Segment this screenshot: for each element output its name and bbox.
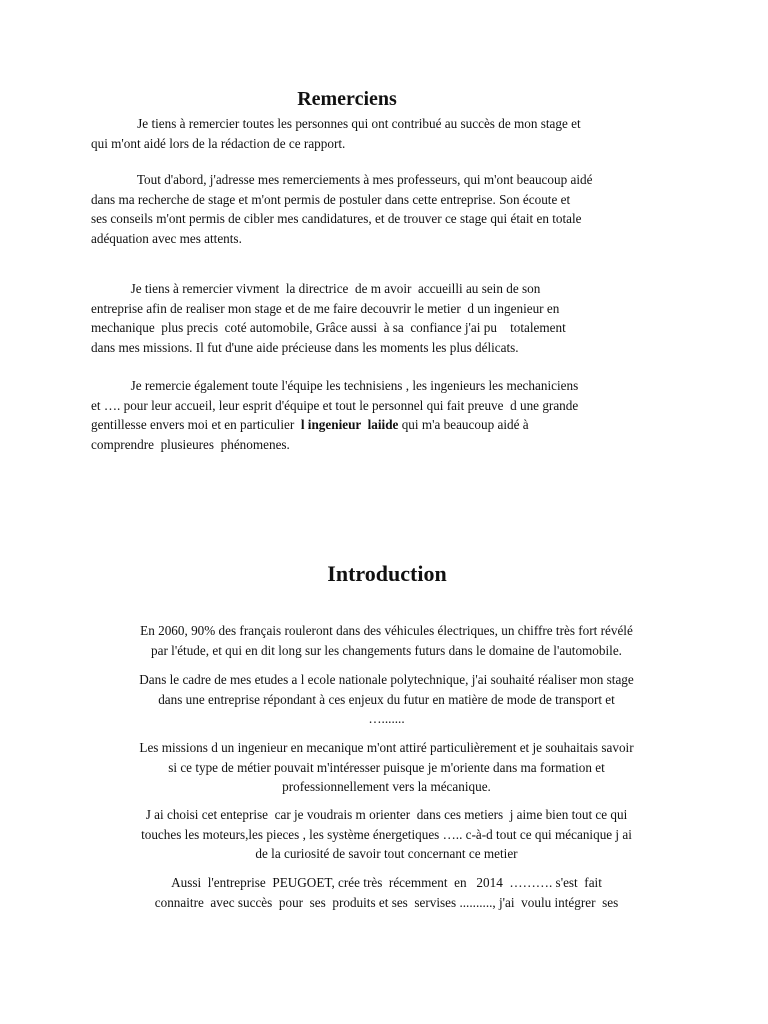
text-line: Les missions d un ingenieur en mecanique m'ont attiré particulièrement et je souhaitais savoir bbox=[139, 740, 634, 755]
text-line: entreprise afin de realiser mon stage et de me faire decouvrir le metier d un ingenieur en bbox=[91, 300, 560, 316]
text-line: mechanique plus precis coté automobile, Grâce aussi à sa confiance j'ai pu totalement bbox=[91, 320, 566, 336]
text-line: dans mes missions. Il fut d'une aide précieuse dans les moments les plus délicats. bbox=[91, 339, 519, 355]
text-line: connaitre avec succès pour ses produits et ses servises .........., j'ai voulu intégrer ses bbox=[154, 894, 619, 910]
introduction-paragraph-2 bbox=[60, 670, 713, 729]
text-line: si ce type de métier pouvait m'intéresser puisque je m'oriente dans ma formation et bbox=[168, 759, 605, 775]
text-fragment: gentillesse envers moi et en particulier bbox=[91, 417, 301, 433]
text-line: Je tiens à remercier vivment la directrice de m avoir accueilli au sein de son bbox=[91, 281, 541, 296]
text-fragment: qui m'a beaucoup aidé à bbox=[398, 417, 529, 433]
text-line: Dans le cadre de mes etudes a l ecole nationale polytechnique, j'ai souhaité réaliser mon stage bbox=[139, 672, 634, 687]
text-line: ses conseils m'ont permis de cibler mes candidatures, et de trouver ce stage qui était en totale bbox=[91, 211, 582, 227]
text-line: Tout d'abord, j'adresse mes remerciements à mes professeurs, qui m'ont beaucoup aidé bbox=[91, 172, 593, 187]
text-line: J ai choisi cet enteprise car je voudrais m orienter dans ces metiers j aime bien tout ce qui bbox=[145, 807, 628, 822]
introduction-paragraph-3 bbox=[60, 738, 713, 797]
highlighted-name: l ingenieur laiide bbox=[300, 417, 399, 433]
remerciements-paragraph-2 bbox=[91, 170, 681, 248]
remerciements-paragraph-1 bbox=[91, 114, 681, 153]
text-line: qui m'ont aidé lors de la rédaction de ce rapport. bbox=[91, 135, 346, 151]
remerciements-paragraph-4 bbox=[91, 376, 681, 454]
text-line: de la curiosité de savoir tout concernant ce metier bbox=[255, 846, 518, 862]
introduction-paragraph-1 bbox=[60, 621, 713, 660]
text-line: Je remercie également toute l'équipe les technisiens , les ingenieurs les mechaniciens bbox=[91, 378, 579, 393]
text-line: adéquation avec mes attents. bbox=[91, 230, 242, 246]
introduction-paragraph-5 bbox=[60, 873, 713, 912]
remerciements-title: Remerciens bbox=[297, 88, 397, 110]
text-line: touches les moteurs,les pieces , les système énergetiques ….. c-à-d tout ce qui mécanique j ai bbox=[141, 826, 632, 842]
remerciements-paragraph-3 bbox=[91, 279, 681, 357]
text-line: comprendre plusieures phénomenes. bbox=[91, 436, 290, 452]
text-line: …....... bbox=[368, 711, 405, 727]
introduction-title: Introduction bbox=[327, 561, 447, 586]
text-line: En 2060, 90% des français rouleront dans des véhicules électriques, un chiffre très fort révélé bbox=[140, 623, 633, 638]
text-line: dans ma recherche de stage et m'ont permis de postuler dans cette entreprise. Son écoute et bbox=[91, 191, 571, 207]
text-line: et …. pour leur accueil, leur esprit d'équipe et tout le personnel qui fait preuve d une grande bbox=[91, 397, 579, 413]
text-line: par l'étude, et qui en dit long sur les changements futurs dans le domaine de l'automobile. bbox=[151, 642, 622, 658]
text-line bbox=[91, 415, 681, 435]
text-line: dans une entreprise répondant à ces enjeux du futur en matière de mode de transport et bbox=[158, 691, 615, 707]
introduction-paragraph-4 bbox=[60, 805, 713, 864]
text-line: Aussi l'entreprise PEUGOET, crée très récemment en 2014 ………. s'est fait bbox=[171, 875, 602, 890]
text-line: Je tiens à remercier toutes les personnes qui ont contribué au succès de mon stage et bbox=[91, 116, 581, 131]
text-line: professionnellement vers la mécanique. bbox=[282, 779, 491, 795]
